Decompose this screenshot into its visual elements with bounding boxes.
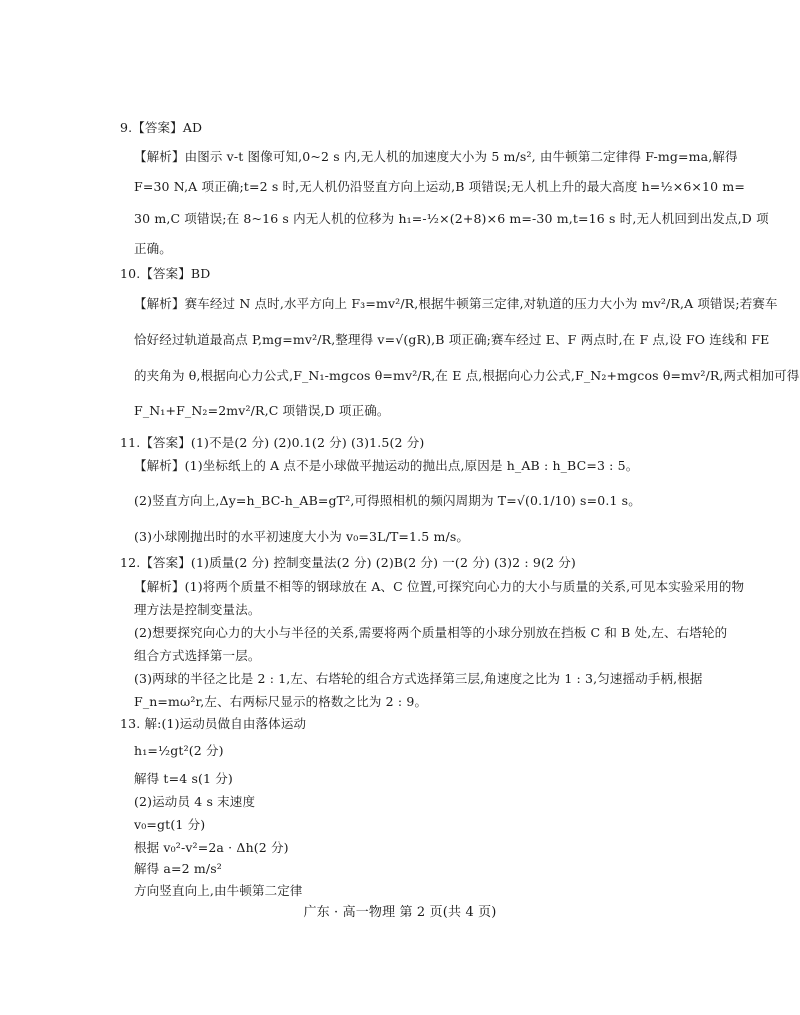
q10-line-3: 的夹角为 θ,根据向心力公式,F_N₁-mgcos θ=mv²/R,在 E 点,根据向心力公式,F_N₂+mgcos θ=mv²/R,两式相加可得 — [134, 368, 800, 383]
q12-line-6: F_n=mω²r,左、右两标尺显示的格数之比为 2 : 9。 — [134, 694, 428, 709]
q11-answer: 11.【答案】(1)不是(2 分) (2)0.1(2 分) (3)1.5(2 分) — [120, 435, 425, 450]
page-footer: 广东 · 高一物理 第 2 页(共 4 页) — [303, 905, 497, 920]
q12-line-1: 【解析】(1)将两个质量不相等的钢球放在 A、C 位置,可探究向心力的大小与质量的关系,可见本实验采用的物 — [134, 579, 745, 594]
q13-line-2: 解得 t=4 s(1 分) — [134, 771, 233, 786]
q12-line-3: (2)想要探究向心力的大小与半径的关系,需要将两个质量相等的小球分别放在挡板 C 和 B 处,左、右塔轮的 — [134, 625, 728, 640]
q11-line-3: (3)小球刚抛出时的水平初速度大小为 v₀=3L/T=1.5 m/s。 — [134, 529, 470, 544]
q10-answer: 10.【答案】BD — [120, 266, 211, 281]
q12-line-4: 组合方式选择第一层。 — [134, 648, 261, 663]
q9-line-2: F=30 N,A 项正确;t=2 s 时,无人机仍沿竖直方向上运动,B 项错误;无人机上升的最大高度 h=½×6×10 m= — [134, 179, 745, 194]
q10-line-4: F_N₁+F_N₂=2mv²/R,C 项错误,D 项正确。 — [134, 403, 390, 418]
q13-line-6: 解得 a=2 m/s² — [134, 861, 222, 876]
q13-line-3: (2)运动员 4 s 末速度 — [134, 794, 256, 809]
q13-line-5: 根据 v₀²-v²=2a · Δh(2 分) — [134, 840, 289, 855]
q10-line-1: 【解析】赛车经过 N 点时,水平方向上 F₃=mv²/R,根据牛顿第三定律,对轨道的压力大小为 mv²/R,A 项错误;若赛车 — [134, 296, 778, 311]
q9-answer: 9.【答案】AD — [120, 120, 203, 135]
q11-line-1: 【解析】(1)坐标纸上的 A 点不是小球做平抛运动的抛出点,原因是 h_AB : h_BC=3 : 5。 — [134, 458, 639, 473]
q11-line-2: (2)竖直方向上,Δy=h_BC-h_AB=gT²,可得照相机的频闪周期为 T=√(0.1/10) s=0.1 s。 — [134, 493, 641, 508]
q9-line-4: 正确。 — [134, 241, 172, 256]
q13-line-7: 方向竖直向上,由牛顿第二定律 — [134, 883, 303, 898]
q13-line-1: h₁=½gt²(2 分) — [134, 743, 224, 758]
q13-line-4: v₀=gt(1 分) — [134, 817, 206, 832]
q13-answer: 13. 解:(1)运动员做自由落体运动 — [120, 716, 307, 731]
q9-line-1: 【解析】由图示 v-t 图像可知,0~2 s 内,无人机的加速度大小为 5 m/s², 由牛顿第二定律得 F-mg=ma,解得 — [134, 149, 738, 164]
q12-answer: 12.【答案】(1)质量(2 分) 控制变量法(2 分) (2)B(2 分) 一(2 分) (3)2 : 9(2 分) — [120, 555, 576, 570]
q12-line-5: (3)两球的半径之比是 2 : 1,左、右塔轮的组合方式选择第三层,角速度之比为 1 : 3,匀速摇动手柄,根据 — [134, 671, 703, 686]
q12-line-2: 理方法是控制变量法。 — [134, 602, 261, 617]
q10-line-2: 恰好经过轨道最高点 P,mg=mv²/R,整理得 v=√(gR),B 项正确;赛车经过 E、F 两点时,在 F 点,设 FO 连线和 FE — [134, 332, 770, 347]
q9-line-3: 30 m,C 项错误;在 8~16 s 内无人机的位移为 h₁=-½×(2+8)×6 m=-30 m,t=16 s 时,无人机回到出发点,D 项 — [134, 211, 769, 226]
